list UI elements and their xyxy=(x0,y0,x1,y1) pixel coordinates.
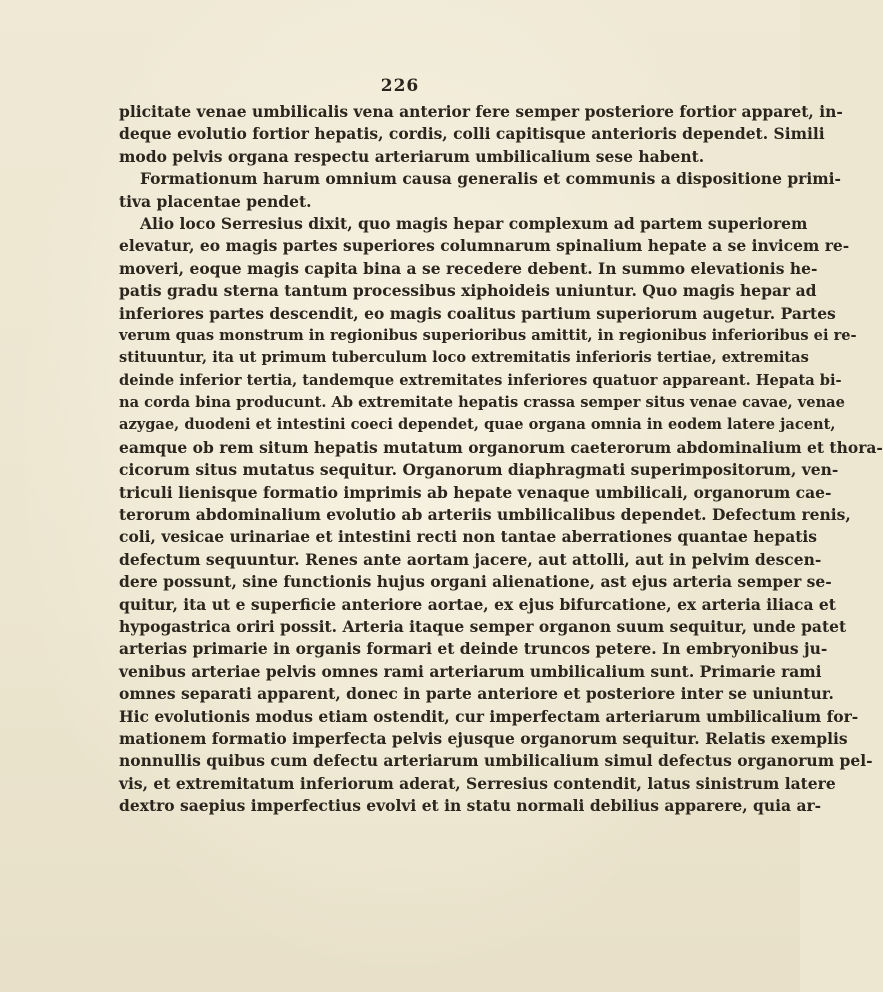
text-line: cicorum situs mutatus sequitur. Organorum diaphragmati superimpositorum, ven- xyxy=(119,460,839,480)
text-line: modo pelvis organa respectu arteriarum umbilicalium sese habent. xyxy=(119,146,705,166)
text-line: deque evolutio fortior hepatis, cordis, colli capitisque anterioris dependet. Simili xyxy=(119,124,825,144)
text-line: na corda bina producunt. Ab extremitate hepatis crassa semper situs venae cavae, venae xyxy=(119,394,845,412)
text-line: nonnullis quibus cum defectu arteriarum umbilicalium simul defectus organorum pel- xyxy=(119,751,873,771)
text-line: mationem formatio imperfecta pelvis ejusque organorum sequitur. Relatis exemplis xyxy=(119,728,848,748)
text-line: elevatur, eo magis partes superiores columnarum spinalium hepate a se invicem re- xyxy=(119,236,850,256)
text-line: Formationum harum omnium causa generalis et communis a dispositione primi- xyxy=(140,169,841,189)
text-line: verum quas monstrum in regionibus superioribus amittit, in regionibus inferioribus ei re- xyxy=(119,326,857,344)
text-line: omnes separati apparent, donec in parte anteriore et posteriore inter se uniuntur. xyxy=(119,684,834,704)
text-line: hypogastrica oriri possit. Arteria itaque semper organon suum sequitur, unde patet xyxy=(119,616,847,636)
text-line: patis gradu sterna tantum processibus xiphoideis uniuntur. Quo magis hepar ad xyxy=(119,281,817,301)
text-line: dextro saepius imperfectius evolvi et in statu normali debilius apparere, quia ar- xyxy=(119,796,822,816)
text-line: plicitate venae umbilicalis vena anterior fere semper posteriore fortior apparet, in- xyxy=(119,102,843,121)
text-line: eamque ob rem situm hepatis mutatum organorum caeterorum abdominalium et thora- xyxy=(119,437,883,457)
body-text xyxy=(119,101,883,818)
text-line: venibus arteriae pelvis omnes rami arteriarum umbilicalium sunt. Primarie rami xyxy=(119,661,822,681)
text-line: azygae, duodeni et intestini coeci dependet, quae organa omnia in eodem latere jacent, xyxy=(119,416,836,434)
text-line: stituuntur, ita ut primum tuberculum loco extremitatis inferioris tertiae, extremitas xyxy=(119,349,809,367)
text-line: Hic evolutionis modus etiam ostendit, cur imperfectam arteriarum umbilicalium for- xyxy=(119,706,859,726)
text-line: deinde inferior tertia, tandemque extremitates inferiores quatuor appareant. Hepata bi- xyxy=(119,371,842,389)
text-line: vis, et extremitatum inferiorum aderat, Serresius contendit, latus sinistrum latere xyxy=(119,773,836,793)
text-line: terorum abdominalium evolutio ab arteriis umbilicalibus dependet. Defectum renis, xyxy=(119,505,851,525)
text-line: dere possunt, sine functionis hujus organi alienatione, ast ejus arteria semper se- xyxy=(119,572,832,592)
text-line: moveri, eoque magis capita bina a se recedere debent. In summo elevationis he- xyxy=(119,258,818,278)
text-line: inferiores partes descendit, eo magis coalitus partium superiorum augetur. Partes xyxy=(119,303,836,323)
text-line: arterias primarie in organis formari et deinde truncos petere. In embryonibus ju- xyxy=(119,639,828,659)
text-line: defectum sequuntur. Renes ante aortam jacere, aut attolli, aut in pelvim descen- xyxy=(119,549,822,569)
page-number: 226 xyxy=(380,76,420,96)
text-line: quitur, ita ut e superficie anteriore aortae, ex ejus bifurcatione, ex arteria iliaca et xyxy=(119,594,836,614)
text-line: coli, vesicae urinariae et intestini recti non tantae aberrationes quantae hepatis xyxy=(119,527,818,547)
text-line: triculi lienisque formatio imprimis ab hepate venaque umbilicali, organorum cae- xyxy=(119,482,832,502)
text-line: Alio loco Serresius dixit, quo magis hepar complexum ad partem superiorem xyxy=(140,213,808,233)
text-line: tiva placentae pendet. xyxy=(119,191,312,211)
